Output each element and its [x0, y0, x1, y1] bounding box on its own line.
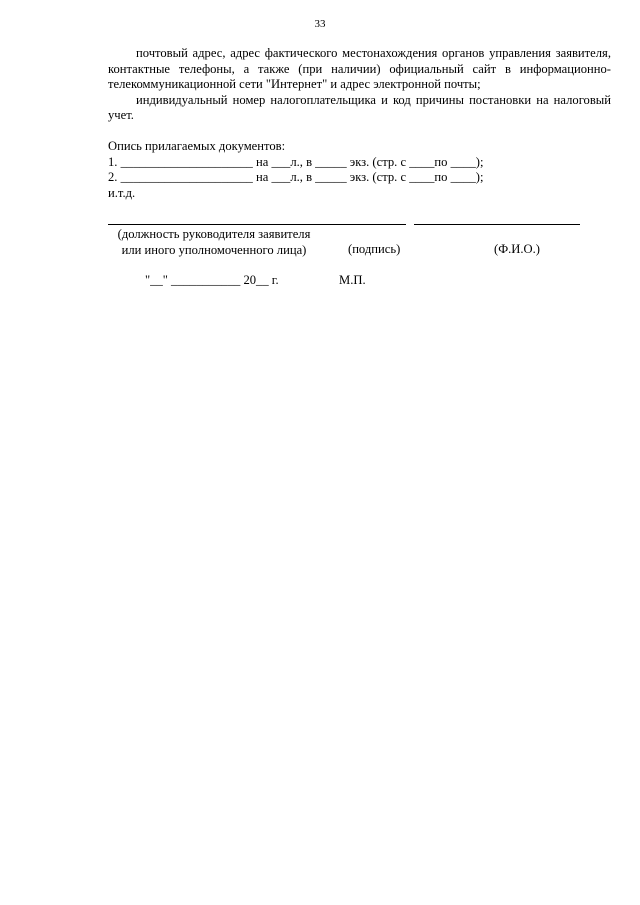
name-signature-line — [414, 224, 580, 225]
inventory-title: Опись прилагаемых документов: — [108, 139, 286, 153]
date-line: "__" ___________ 20__ г. — [145, 273, 279, 287]
position-caption-line-2: или иного уполномоченного лица) — [121, 242, 307, 257]
body-text — [108, 46, 611, 124]
inventory-line-1: 1. _____________________ на ___л., в _____ экз. (стр. с ____по ____); — [108, 154, 484, 169]
fio-caption: (Ф.И.О.) — [494, 242, 540, 256]
inventory-line-2: 2. _____________________ на ___л., в _____ экз. (стр. с ____по ____); — [108, 170, 484, 184]
position-caption-line-1: (должность руководителя заявителя — [117, 227, 311, 241]
tax-id-paragraph: индивидуальный номер налогоплательщика и код причины постановки на налоговый учет. — [108, 92, 611, 122]
signature-block — [108, 214, 588, 257]
inventory-etc: и.т.д. — [108, 185, 136, 200]
contact-info-paragraph: почтовый адрес, адрес фактического местонахождения органов управления заявителя, контактные телефоны, а также (при наличии) официальный сайт в информационно-телекоммуникационной сети "Интернет" и адрес электронной почты; — [108, 46, 611, 91]
page-number: 33 — [314, 18, 326, 30]
signature-caption: (подпись) — [348, 242, 401, 256]
stamp-placeholder: М.П. — [339, 273, 366, 287]
position-signature-line — [108, 224, 406, 225]
position-caption — [108, 227, 320, 258]
documents-inventory — [108, 139, 548, 201]
